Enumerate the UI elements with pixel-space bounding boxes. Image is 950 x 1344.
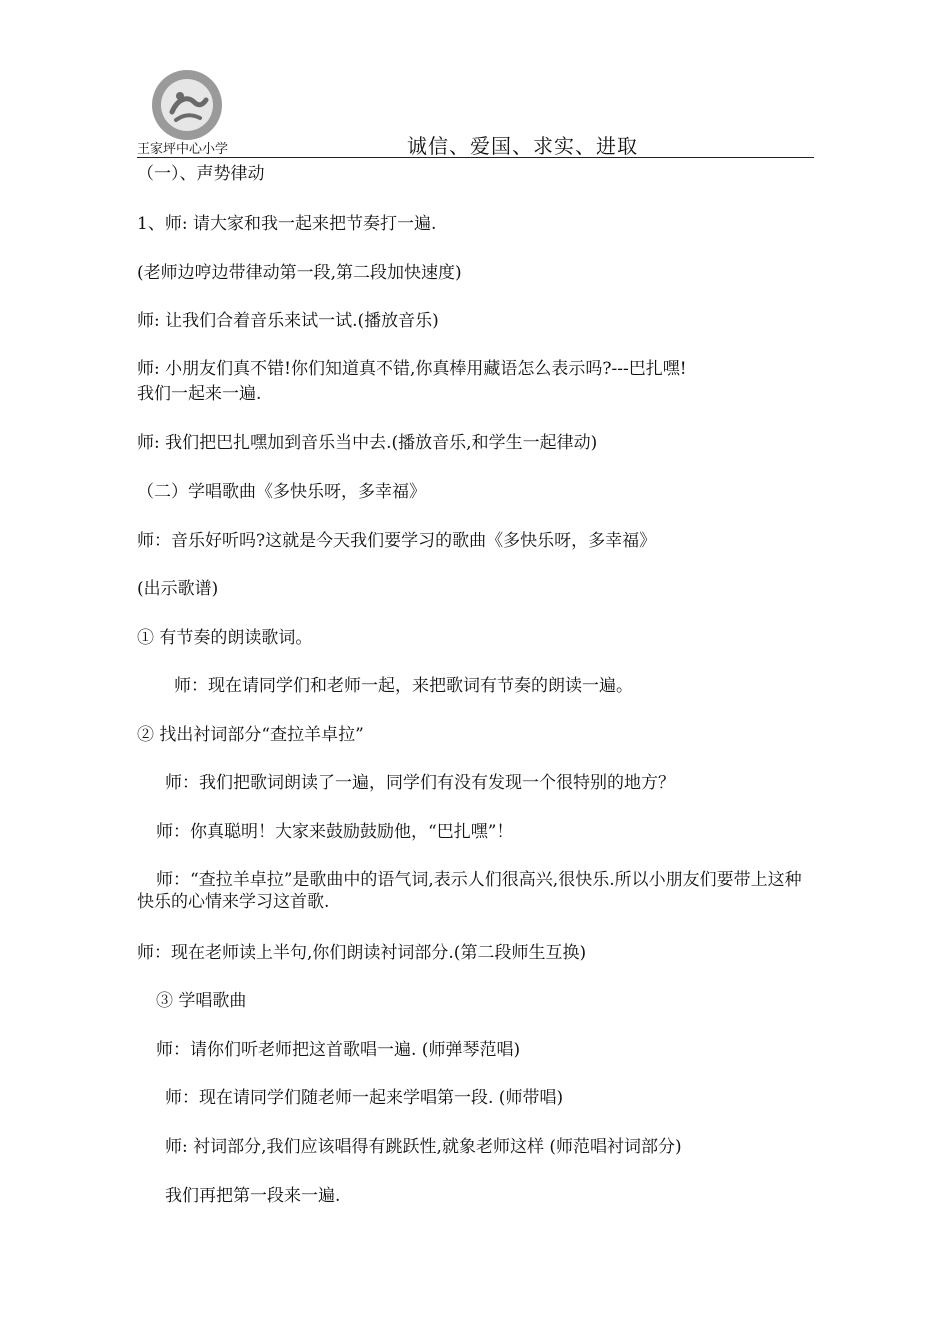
paragraph: 师: 衬词部分,我们应该唱得有跳跃性,就象老师这样 (师范唱衬词部分) — [165, 1137, 682, 1157]
school-motto: 诚信、爱国、求实、进取 — [407, 134, 638, 158]
paragraph: 师：现在老师读上半句,你们朗读衬词部分.(第二段师生互换) — [137, 943, 587, 963]
school-emblem-icon — [150, 68, 224, 142]
paragraph: 师：请你们听老师把这首歌唱一遍. (师弹琴范唱) — [156, 1040, 521, 1060]
paragraph: 师：我们把歌词朗读了一遍，同学们有没有发现一个很特别的地方？ — [165, 773, 675, 793]
paragraph: 师：你真聪明！大家来鼓励鼓励他，“巴扎嘿”！ — [156, 822, 514, 842]
paragraph: 我们一起来一遍. — [137, 384, 262, 404]
paragraph: 师: 我们把巴扎嘿加到音乐当中去.(播放音乐,和学生一起律动) — [137, 433, 598, 453]
header-divider — [137, 157, 814, 158]
list-item-1: ① 有节奏的朗读歌词。 — [137, 628, 313, 648]
paragraph: 师：音乐好听吗?这就是今天我们要学习的歌曲《多快乐呀，多幸福》 — [137, 531, 657, 551]
paragraph: 师: 让我们合着音乐来试一试.(播放音乐) — [137, 311, 439, 331]
list-item-2: ② 找出衬词部分“查拉羊卓拉” — [137, 725, 364, 745]
paragraph: (老师边哼边带律动第一段,第二段加快速度) — [137, 263, 462, 283]
paragraph: 师: 小朋友们真不错!你们知道真不错,你真棒用藏语怎么表示吗?---巴扎嘿! — [137, 359, 687, 379]
paragraph: (出示歌谱) — [137, 579, 219, 599]
paragraph: 师：“查拉羊卓拉”是歌曲中的语气词,表示人们很高兴,很快乐.所以小朋友们要带上这种快乐的心情来学习这首歌. — [137, 870, 802, 912]
paragraph: 师：现在请同学们随老师一起来学唱第一段. (师带唱) — [165, 1088, 564, 1108]
section-heading-1: （一）、声势律动 — [137, 164, 265, 184]
paragraph: 1、师: 请大家和我一起来把节奏打一遍. — [137, 214, 437, 234]
paragraph: 我们再把第一段来一遍. — [165, 1186, 341, 1206]
paragraph: 师：现在请同学们和老师一起，来把歌词有节奏的朗读一遍。 — [174, 676, 633, 696]
school-name: 王家坪中心小学 — [137, 142, 229, 157]
list-item-3: ③ 学唱歌曲 — [156, 991, 247, 1011]
section-heading-2: （二）学唱歌曲《多快乐呀，多幸福》 — [137, 482, 426, 502]
